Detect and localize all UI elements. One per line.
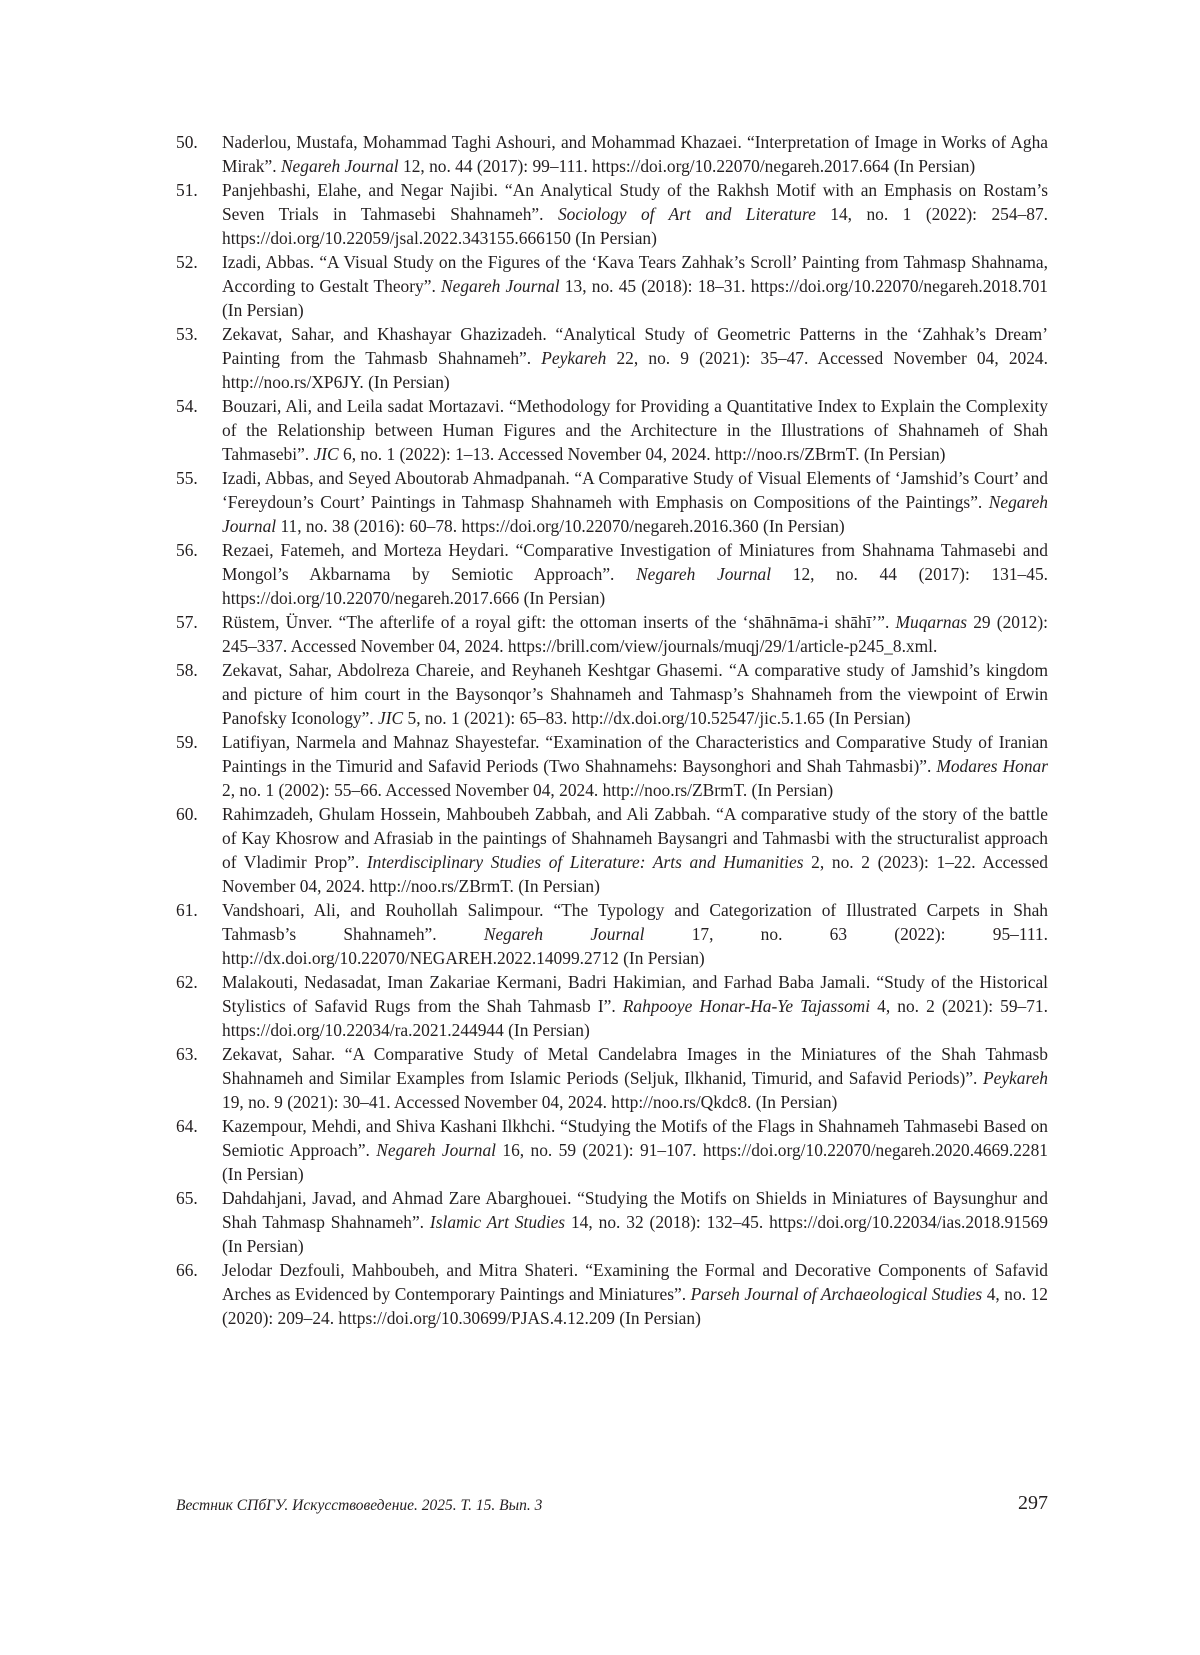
reference-number: 52. [176,252,198,272]
reference-venue: Islamic Art Studies [429,1212,566,1232]
reference-venue: Muqarnas [895,612,968,632]
reference-details: 2, no. 1 (2002): 55–66. Accessed November 04, 2024. http://noo.rs/ZBrmT. (In Persian) [222,780,834,800]
reference-details: 4, no. 12 (2020): 209–24. https://doi.org/10.30699/PJAS.4.12.209 (In Persian) [222,1284,1048,1328]
reference-venue: Negareh Journal [441,276,560,296]
reference-number: 51. [176,180,198,200]
reference-number: 53. [176,324,198,344]
reference-venue: JIC [378,708,404,728]
page-number: 297 [1018,1492,1048,1514]
reference-item [176,1258,1048,1330]
reference-details: 11, no. 38 (2016): 60–78. https://doi.org/10.22070/negareh.2016.360 (In Persian) [280,516,845,536]
reference-venue: Modares Honar [936,756,1048,776]
reference-number: 57. [176,612,198,632]
reference-number: 62. [176,972,198,992]
reference-text: Zekavat, Sahar, Abdolreza Chareie, and Reyhaneh Keshtgar Ghasemi. “A comparative study of Jamshid’s kingdom and picture of him court in the Baysonqor’s Shahnameh and Tahmasp’s Shahnameh from the viewpoint of Erwin Panofsky Iconology”. [222,660,1048,728]
reference-details: 16, no. 59 (2021): 91–107. https://doi.org/10.22070/negareh.2020.4669.2281 (In Persian) [222,1140,1048,1184]
reference-details: 6, no. 1 (2022): 1–13. Accessed November 04, 2024. http://noo.rs/ZBrmT. (In Persian) [343,444,946,464]
reference-text: Zekavat, Sahar, and Khashayar Ghazizadeh. “Analytical Study of Geometric Patterns in the ‘Zahhak’s Dream’ Painting from the Tahmasb Shahnameh”. [222,324,1048,368]
reference-text: Izadi, Abbas. “A Visual Study on the Figures of the ‘Kava Tears Zahhak’s Scroll’ Painting from Tahmasp Shahnama, According to Gestalt Theory”. [222,252,1048,296]
reference-item [176,802,1048,898]
reference-item [176,466,1048,538]
reference-details: 14, no. 32 (2018): 132–45. https://doi.org/10.22034/ias.2018.91569 (In Persian) [222,1212,1048,1256]
reference-item [176,250,1048,322]
reference-item [176,1042,1048,1114]
reference-number: 55. [176,468,198,488]
reference-venue: Negareh Journal [636,564,772,584]
reference-text: Bouzari, Ali, and Leila sadat Mortazavi. “Methodology for Providing a Quantitative Index to Explain the Complexity of the Relationship between Human Figures and the Architecture in the Illustrations of Shahnameh of Shah Tahmasebi”. [222,396,1048,464]
reference-venue: Sociology of Art and Literature [557,204,816,224]
reference-text: Rüstem, Ünver. “The afterlife of a royal gift: the ottoman inserts of the ‘shāhnāma-i shāhī’”. [222,612,890,632]
reference-number: 64. [176,1116,198,1136]
reference-text: Dahdahjani, Javad, and Ahmad Zare Abarghouei. “Studying the Motifs on Shields in Miniatures of Baysunghur and Shah Tahmasp Shahnameh”. [222,1188,1048,1232]
reference-number: 66. [176,1260,198,1280]
reference-details: 29 (2012): 245–337. Accessed November 04, 2024. https://brill.com/view/journals/muqj/29/1/article-p245_8.xml. [222,612,1048,656]
reference-venue: Parseh Journal of Archaeological Studies [690,1284,983,1304]
reference-text: Panjehbashi, Elahe, and Negar Najibi. “An Analytical Study of the Rakhsh Motif with an Emphasis on Rostam’s Seven Trials in Tahmasebi Shahnameh”. [222,180,1048,224]
reference-details: 2, no. 2 (2023): 1–22. Accessed November 04, 2024. http://noo.rs/ZBrmT. (In Persian) [222,852,1048,896]
reference-details: 13, no. 45 (2018): 18–31. https://doi.org/10.22070/negareh.2018.701 (In Persian) [222,276,1048,320]
reference-text: Rahimzadeh, Ghulam Hossein, Mahboubeh Zabbah, and Ali Zabbah. “A comparative study of the story of the battle of Kay Khosrow and Afrasiab in the paintings of Shahnameh Baysangri and Tahmasbi with the structuralist approach of Vladimir Prop”. [222,804,1048,872]
reference-text: Naderlou, Mustafa, Mohammad Taghi Ashouri, and Mohammad Khazaei. “Interpretation of Image in Works of Agha Mirak”. [222,132,1048,176]
reference-venue: Interdisciplinary Studies of Literature: Arts and Humanities [366,852,804,872]
reference-details: 12, no. 44 (2017): 131–45. https://doi.org/10.22070/negareh.2017.666 (In Persian) [222,564,1048,608]
reference-item [176,730,1048,802]
reference-venue: Peykareh [982,1068,1048,1088]
reference-venue: JIC [313,444,339,464]
reference-number: 61. [176,900,198,920]
reference-item [176,394,1048,466]
reference-list [176,130,1048,1330]
reference-number: 50. [176,132,198,152]
reference-item [176,658,1048,730]
reference-text: Latifiyan, Narmela and Mahnaz Shayestefar. “Examination of the Characteristics and Comparative Study of Iranian Paintings in the Timurid and Safavid Periods (Two Shahnamehs: Baysonghori and Shah Tahmasbi)”. [222,732,1048,776]
reference-number: 54. [176,396,198,416]
reference-details: 4, no. 2 (2021): 59–71. https://doi.org/10.22034/ra.2021.244944 (In Persian) [222,996,1048,1040]
reference-venue: Peykareh [541,348,607,368]
reference-number: 65. [176,1188,198,1208]
reference-number: 63. [176,1044,198,1064]
reference-number: 60. [176,804,198,824]
reference-item [176,1114,1048,1186]
reference-number: 58. [176,660,198,680]
reference-item [176,898,1048,970]
reference-item [176,130,1048,178]
reference-text: Malakouti, Nedasadat, Iman Zakariae Kermani, Badri Hakimian, and Farhad Baba Jamali. “Study of the Historical Stylistics of Safavid Rugs from the Shah Tahmasb I”. [222,972,1048,1016]
reference-details: 14, no. 1 (2022): 254–87. https://doi.org/10.22059/jsal.2022.343155.666150 (In Persian) [222,204,1048,248]
reference-number: 59. [176,732,198,752]
reference-item [176,970,1048,1042]
reference-text: Kazempour, Mehdi, and Shiva Kashani Ilkhchi. “Studying the Motifs of the Flags in Shahnameh Tahmasebi Based on Semiotic Approach”. [222,1116,1048,1160]
reference-venue: Negareh Journal [280,156,399,176]
reference-text: Jelodar Dezfouli, Mahboubeh, and Mitra Shateri. “Examining the Formal and Decorative Components of Safavid Arches as Evidenced by Contemporary Paintings and Miniatures”. [222,1260,1048,1304]
reference-item [176,1186,1048,1258]
reference-item [176,178,1048,250]
reference-text: Izadi, Abbas, and Seyed Aboutorab Ahmadpanah. “A Comparative Study of Visual Elements of ‘Jamshid’s Court’ and ‘Fereydoun’s Court’ Paintings in Tahmasp Shahnameh with Emphasis on Compositions of the Paintings”. [222,468,1048,512]
reference-text: Zekavat, Sahar. “A Comparative Study of Metal Candelabra Images in the Miniatures of the Shah Tahmasb Shahnameh and Similar Examples from Islamic Periods (Seljuk, Ilkhanid, Timurid, and Safavid Periods)”. [222,1044,1048,1088]
reference-venue: Negareh Journal [483,924,645,944]
reference-details: 17, no. 63 (2022): 95–111. http://dx.doi.org/10.22070/NEGAREH.2022.14099.2712 (In Persian) [222,924,1048,968]
footer-journal-title: Вестник СПбГУ. Искусствоведение. 2025. Т. 15. Вып. 3 [176,1497,543,1514]
reference-item [176,538,1048,610]
reference-venue: Negareh Journal [376,1140,497,1160]
reference-venue: Negareh Journal [222,492,1048,536]
reference-details: 5, no. 1 (2021): 65–83. http://dx.doi.org/10.52547/jic.5.1.65 (In Persian) [407,708,911,728]
reference-details: 19, no. 9 (2021): 30–41. Accessed November 04, 2024. http://noo.rs/Qkdc8. (In Persian) [222,1092,838,1112]
reference-details: 12, no. 44 (2017): 99–111. https://doi.org/10.22070/negareh.2017.664 (In Persian) [403,156,976,176]
reference-item [176,322,1048,394]
reference-venue: Rahpooye Honar-Ha-Ye Tajassomi [622,996,871,1016]
reference-text: Vandshoari, Ali, and Rouhollah Salimpour. “The Typology and Categorization of Illustrated Carpets in Shah Tahmasb’s Shahnameh”. [222,900,1048,944]
reference-text: Rezaei, Fatemeh, and Morteza Heydari. “Comparative Investigation of Miniatures from Shahnama Tahmasebi and Mongol’s Akbarnama by Semiotic Approach”. [222,540,1048,584]
reference-details: 22, no. 9 (2021): 35–47. Accessed November 04, 2024. http://noo.rs/XP6JY. (In Persian) [222,348,1048,392]
reference-number: 56. [176,540,198,560]
reference-item [176,610,1048,658]
